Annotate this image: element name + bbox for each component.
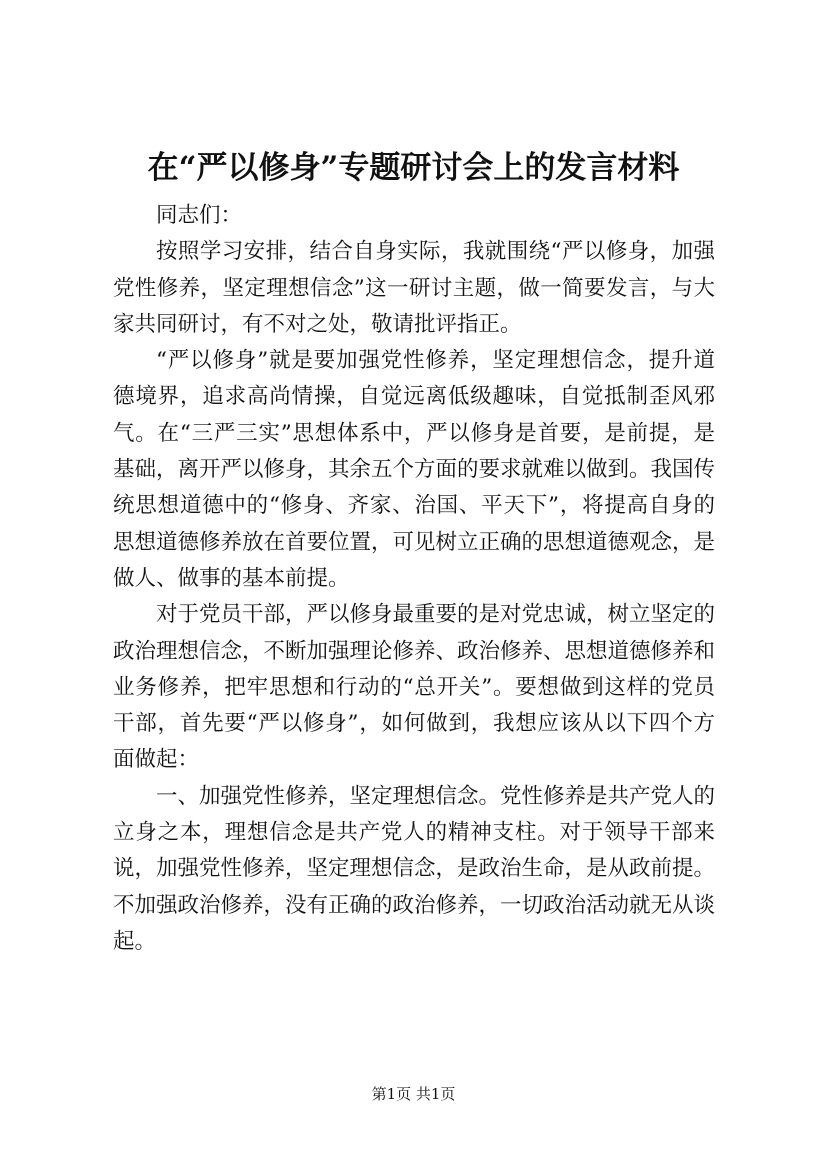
salutation: 同志们： [156, 203, 243, 228]
paragraph-2: “严以修身”就是要加强党性修养，坚定理想信念，提升道德境界，追求高尚情操，自觉远离低级趣味，自觉抵制歪风邪气。在“三严三实”思想体系中，严以修身是首要，是前提，是基础，离开严以修身，其余五个方面的要求就难以做到。我国传统思想道德中的“修身、齐家、治国、平天下”，将提高自身的思想道德修养放在首要位置，可见树立正确的思想道德观念，是做人、做事的基本前提。 [113, 348, 716, 591]
paragraph-4: 一、加强党性修养，坚定理想信念。党性修养是共产党人的立身之本，理想信念是共产党人的精神支柱。对于领导干部来说，加强党性修养，坚定理想信念，是政治生命，是从政前提。不加强政治修养，没有正确的政治修养，一切政治活动就无从谈起。 [113, 783, 716, 954]
document-body [113, 198, 715, 960]
paragraph-1: 按照学习安排，结合自身实际，我就围绕“严以修身，加强党性修养，坚定理想信念”这一研讨主题，做一简要发言，与大家共同研讨，有不对之处，敬请批评指正。 [113, 239, 715, 337]
page-number: 第1页 共1页 [371, 1085, 456, 1103]
document-title: 在“严以修身”专题研讨会上的发言材料 [147, 150, 680, 186]
paragraph-3: 对于党员干部，严以修身最重要的是对党忠诚，树立坚定的政治理想信念，不断加强理论修养、政治修养、思想道德修养和业务修养，把牢思想和行动的“总开关”。要想做到这样的党员干部，首先要“严以修身”，如何做到，我想应该从以下四个方面做起： [113, 602, 716, 773]
